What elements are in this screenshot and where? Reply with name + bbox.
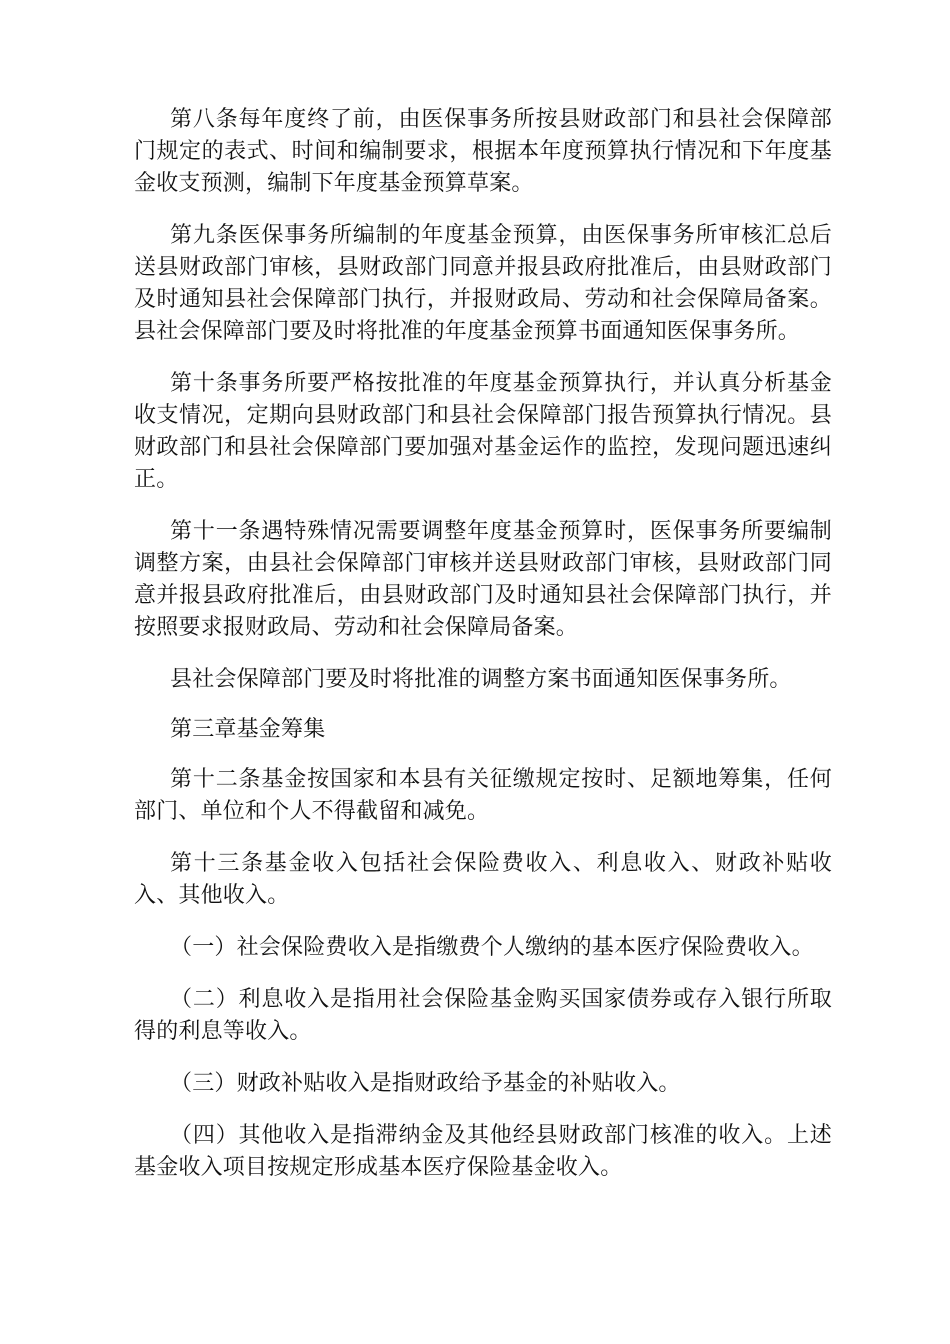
- item-2-paragraph: （二）利息收入是指用社会保险基金购买国家债券或存入银行所取得的利息等收入。: [134, 987, 832, 1044]
- chapter-3-heading: 第三章基金筹集: [170, 717, 326, 742]
- notice-paragraph: 县社会保障部门要及时将批准的调整方案书面通知医保事务所。: [170, 667, 792, 692]
- item-4-paragraph: （四）其他收入是指滞纳金及其他经县财政部门核准的收入。上述基金收入项目按规定形成基本医疗保险基金收入。: [134, 1123, 832, 1180]
- item-3-paragraph: （三）财政补贴收入是指财政给予基金的补贴收入。: [170, 1071, 681, 1096]
- article-9-paragraph: 第九条医保事务所编制的年度基金预算，由医保事务所审核汇总后送县财政部门审核，县财政部门同意并报县政府批准后，由县财政部门及时通知县社会保障部门执行，并报财政局、劳动和社会保障局备案。县社会保障部门要及时将批准的年度基金预算书面通知医保事务所。: [134, 223, 832, 344]
- article-13-paragraph: 第十三条基金收入包括社会保险费收入、利息收入、财政补贴收入、其他收入。: [134, 851, 832, 908]
- article-12-paragraph: 第十二条基金按国家和本县有关征缴规定按时、足额地筹集，任何部门、单位和个人不得截留和减免。: [134, 767, 832, 824]
- article-11-paragraph: 第十一条遇特殊情况需要调整年度基金预算时，医保事务所要编制调整方案，由县社会保障部门审核并送县财政部门审核，县财政部门同意并报县政府批准后，由县财政部门及时通知县社会保障部门执行，并按照要求报财政局、劳动和社会保障局备案。: [134, 519, 832, 640]
- item-1-paragraph: （一）社会保险费收入是指缴费个人缴纳的基本医疗保险费收入。: [170, 935, 814, 960]
- article-10-paragraph: 第十条事务所要严格按批准的年度基金预算执行，并认真分析基金收支情况，定期向县财政部门和县社会保障部门报告预算执行情况。县财政部门和县社会保障部门要加强对基金运作的监控，发现问题迅速纠正。: [134, 371, 832, 492]
- article-8-paragraph: 第八条每年度终了前，由医保事务所按县财政部门和县社会保障部门规定的表式、时间和编制要求，根据本年度预算执行情况和下年度基金收支预测，编制下年度基金预算草案。: [134, 107, 832, 196]
